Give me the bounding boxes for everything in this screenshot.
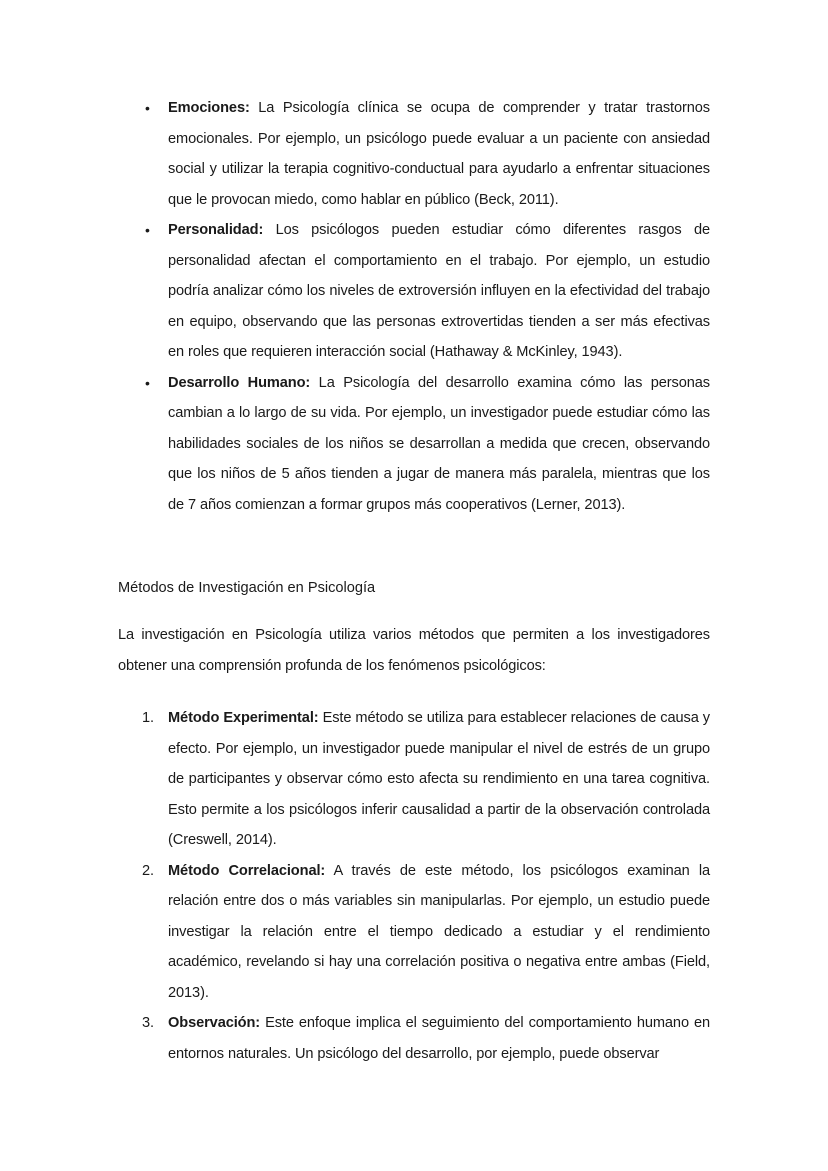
list-number: 2. (142, 862, 154, 879)
bullet-term: Desarrollo Humano: (168, 374, 311, 391)
bullet-text: La Psicología del desarrollo examina cómo las personas cambian a lo largo de su vida. Por ejemplo, un investigador puede estudiar cómo las habilidades sociales de los niños se desarrollan a medida que crecen, observando que los niños de 5 años tienden a jugar de manera más paralela, mientras que los de 7 años comienzan a formar grupos más cooperativos (Lerner, 2013). (168, 374, 710, 513)
bullet-icon: • (145, 374, 150, 391)
bullet-icon: • (145, 222, 150, 238)
bullet-term: Emociones: (168, 100, 250, 116)
method-text: A través de este método, los psicólogos examinan la relación entre dos o más variables sin manipularlas. Por ejemplo, un estudio puede investigar la relación entre el tiempo dedicado a estudiar y el rendimiento académico, revelando si hay una correlación positiva o negativa entre ambas (Field, 2013). (168, 862, 710, 1001)
intro-paragraph: La investigación en Psicología utiliza varios métodos que permiten a los investigadores obtener una comprensión profunda de los fenómenos psicológicos: (118, 627, 710, 674)
method-item-correlacional (118, 856, 710, 1009)
method-text: Este método se utiliza para establecer relaciones de causa y efecto. Por ejemplo, un investigador puede manipular el nivel de estrés de un grupo de participantes y observar cómo esto afecta su rendimiento en una tarea cognitiva. Esto permite a los psicólogos inferir causalidad a partir de la observación controlada (Creswell, 2014). (168, 710, 710, 848)
bullet-item-desarrollo-humano (118, 368, 710, 521)
method-term: Método Correlacional: (168, 862, 326, 879)
bullet-item-personalidad (118, 215, 710, 368)
method-term: Método Experimental: (168, 710, 319, 726)
bullet-text: Los psicólogos pueden estudiar cómo diferentes rasgos de personalidad afectan el comportamiento en el trabajo. Por ejemplo, un estudio podría analizar cómo los niveles de extroversión influyen en la efectividad del trabajo en equipo, observando que las personas extrovertidas tienden a ser más efectivas en roles que requieren interacción social (Hathaway & McKinley, 1943). (168, 222, 710, 360)
method-item-experimental (118, 703, 710, 856)
method-term: Observación: (168, 1015, 261, 1031)
methods-list (118, 703, 710, 1069)
bullet-icon: • (145, 100, 150, 116)
bullet-list (118, 93, 710, 520)
list-number: 3. (142, 1015, 154, 1031)
bullet-item-emociones (118, 93, 710, 215)
method-text: Este enfoque implica el seguimiento del comportamiento humano en entornos naturales. Un psicólogo del desarrollo, por ejemplo, puede observar (168, 1015, 710, 1062)
bullet-term: Personalidad: (168, 222, 264, 238)
bullet-text: La Psicología clínica se ocupa de comprender y tratar trastornos emocionales. Por ejemplo, un psicólogo puede evaluar a un paciente con ansiedad social y utilizar la terapia cognitivo-conductual para ayudarlo a enfrentar situaciones que le provocan miedo, como hablar en público (Beck, 2011). (168, 100, 710, 208)
method-item-observacion (118, 1008, 710, 1069)
list-number: 1. (142, 710, 154, 726)
section-heading: Métodos de Investigación en Psicología (118, 580, 376, 596)
